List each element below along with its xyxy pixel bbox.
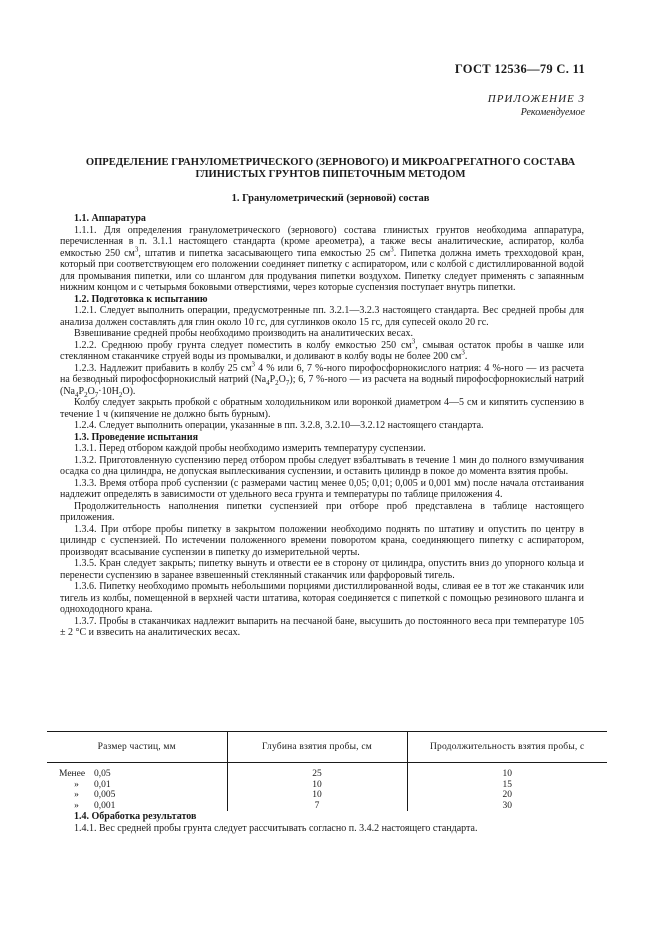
paragraph-1-2-3-b: Колбу следует закрыть пробкой с обратным холодильником или воронкой диаметром 4—5 см и кипятить суспензию в течение 1 ч (кипячение не должно быть бурным). <box>60 397 584 420</box>
paragraph-1-2-1: 1.2.1. Следует выполнить операции, предусмотренные пп. 3.2.1—3.2.3 настоящего стандарта. Вес средней пробы для анализа должен составлять для глин около 10 гс, для суглинков около 15 гс, для супесей около 20 гс. <box>60 305 584 328</box>
document-title <box>50 157 611 181</box>
duration-cell: 30 <box>407 801 607 812</box>
paragraph-1-4-1: 1.4.1. Вес средней пробы грунта следует рассчитывать согласно п. 3.4.2 настоящего стандарта. <box>74 822 478 834</box>
paragraph-1-2-3: 1.2.3. Надлежит прибавить в колбу 25 $см^3$ 4 % или 6, 7 %-ного пирофосфорнокислого натрия: 4 %-ного — из расчета на безводный пирофосфорнокислый натрий $(Na_4P_2O_7)$; 6, 7 %-ного — из расчета на водный пирофосфорнокислый натрий $(Na_4P_2O_7\cdot 10H_2O)$. <box>60 360 584 399</box>
particle-size-cell: » 0,001 <box>74 800 116 811</box>
appendix-title: ПРИЛОЖЕНИЕ 3 <box>487 93 585 105</box>
paragraph-1-2-4: 1.2.4. Следует выполнить операции, указанные в пп. 3.2.8, 3.2.10—3.2.12 настоящего стандарта. <box>74 420 484 431</box>
paragraph-1-3-2: 1.3.2. Приготовленную суспензию перед отбором пробы следует взбалтывать в течение 1 мин до полного взмучивания осадка со дна цилиндра, не допуская выплескивания суспензии, и оставить цилиндр в покое до момента взятия пробы. <box>60 454 584 477</box>
particle-size-cell: Менее 0,05 <box>59 769 111 779</box>
page-header: ГОСТ 12536—79 С. 11 <box>454 62 585 76</box>
table-row <box>47 801 607 812</box>
duration-cell: 20 <box>407 790 607 801</box>
section-heading: 1. Гранулометрический (зерновой) состав <box>231 193 430 204</box>
depth-cell: 10 <box>227 780 407 791</box>
depth-cell: 10 <box>227 790 407 801</box>
duration-cell: 10 <box>407 763 607 780</box>
subsection-heading: 1.3. Проведение испытания <box>74 431 198 443</box>
document-title-line-2: ГЛИНИСТЫХ ГРУНТОВ ПИПЕТОЧНЫМ МЕТОДОМ <box>195 169 466 180</box>
subsection-heading: 1.1. Аппаратура <box>74 213 146 224</box>
paragraph-1-3-3-b: Продолжительность наполнения пипетки суспензией при отборе проб представлена в таблице настоящего приложения. <box>60 500 584 523</box>
document-tail <box>60 811 584 834</box>
paragraph-1-3-5: 1.3.5. Кран следует закрыть; пипетку вынуть и отвести ее в сторону от цилиндра, опустить вниз до упорного кольца и перенести суспензию в заранее взвешенный стеклянный стаканчик или фарфоровый тигель. <box>60 558 584 581</box>
paragraph-1-3-7: 1.3.7. Пробы в стаканчиках надлежит выпарить на песчаной бане, высушить до постоянного веса при температуре 105 ± 2 °С и взвесить на аналитических весах. <box>60 615 584 638</box>
paragraph-1-3-6: 1.3.6. Пипетку необходимо промыть небольшими порциями дистиллированной воды, сливая ее в тот же стаканчик или тигель из колбы, помещенной в верхней части штатива, которая соединяется с пипеткой с помощью резинового шланга и однохододного крана. <box>60 581 584 615</box>
table-header-cell: Продолжительность взятия пробы, с <box>407 732 607 763</box>
depth-cell: 25 <box>227 763 407 780</box>
duration-cell: 15 <box>407 780 607 791</box>
depth-cell: 7 <box>227 801 407 812</box>
paragraph-1-3-3: 1.3.3. Время отбора проб суспензии (с размерами частиц менее 0,05; 0,01; 0,005 и 0,001 мм) после начала отстаивания надлежит определять в зависимости от удельного веса грунта и температуры по таблице приложения 4. <box>60 477 584 500</box>
paragraph-1-3-4: 1.3.4. При отборе пробы пипетку в закрытом положении необходимо поднять по штативу и опустить по центру в цилиндр с суспензией. По истечении положенного времени поворотом крана, соединяющего пипетку с аспиратором, производят всасывание суспензии в пипетку до измерительной черты. <box>60 523 584 558</box>
sampling-table <box>47 731 607 811</box>
paragraph-1-3-1: 1.3.1. Перед отбором каждой пробы необходимо измерить температуру суспензии. <box>74 443 426 454</box>
table-header-cell: Глубина взятия пробы, см <box>227 732 407 763</box>
table-header-row <box>47 732 607 763</box>
table-row <box>47 790 607 801</box>
appendix-label <box>488 93 585 119</box>
paragraph-1-2-1-b: Взвешивание средней пробы необходимо производить на аналитических весах. <box>74 328 413 339</box>
particle-size-cell: » 0,01 <box>74 779 111 790</box>
table-row <box>47 780 607 791</box>
paragraph-1-1-1: 1.1.1. Для определения гранулометрического (зернового) состава глинистых грунтов необходима аппаратура, перечисленная в п. 3.1.1 настоящего стандарта (кроме ареометра), а также весы аналитические, аспиратор, колба емкостью 250 $см^3$, штатив и пипетка засасывающего типа емкостью 25 $см^3$. Пипетка должна иметь трехходовой кран, который при соответствующем его положении соединяет пипетку с аспиратором, или с колбой с дистиллированной водой для промывания пипетки, или со шлангом для продувания пипетки воздухом. Пипетку следует применять с запаянным нижним концом и с четырьмя боковыми отверстиями, через которые суспензия поступает внутрь пипетки. <box>60 224 584 293</box>
document-body <box>60 213 584 639</box>
appendix-subtitle: Рекомендуемое <box>520 107 585 118</box>
particle-size-cell: » 0,005 <box>74 790 116 800</box>
table-row <box>47 763 607 780</box>
document-title-line-1: ОПРЕДЕЛЕНИЕ ГРАНУЛОМЕТРИЧЕСКОГО (ЗЕРНОВОГО) И МИКРОАГРЕГАТНОГО СОСТАВА <box>85 157 576 168</box>
subsection-heading: 1.4. Обработка результатов <box>74 811 197 822</box>
paragraph-1-2-2: 1.2.2. Среднюю пробу грунта следует поместить в колбу емкостью 250 $см^3$, смывая остаток пробы в чашке или стеклянном стаканчике струей воды из промывалки, и доливают в колбу воды не более 200 $см^3$. <box>60 337 585 362</box>
table-header-cell: Размер частиц, мм <box>47 732 227 763</box>
subsection-heading: 1.2. Подготовка к испытанию <box>74 293 208 305</box>
